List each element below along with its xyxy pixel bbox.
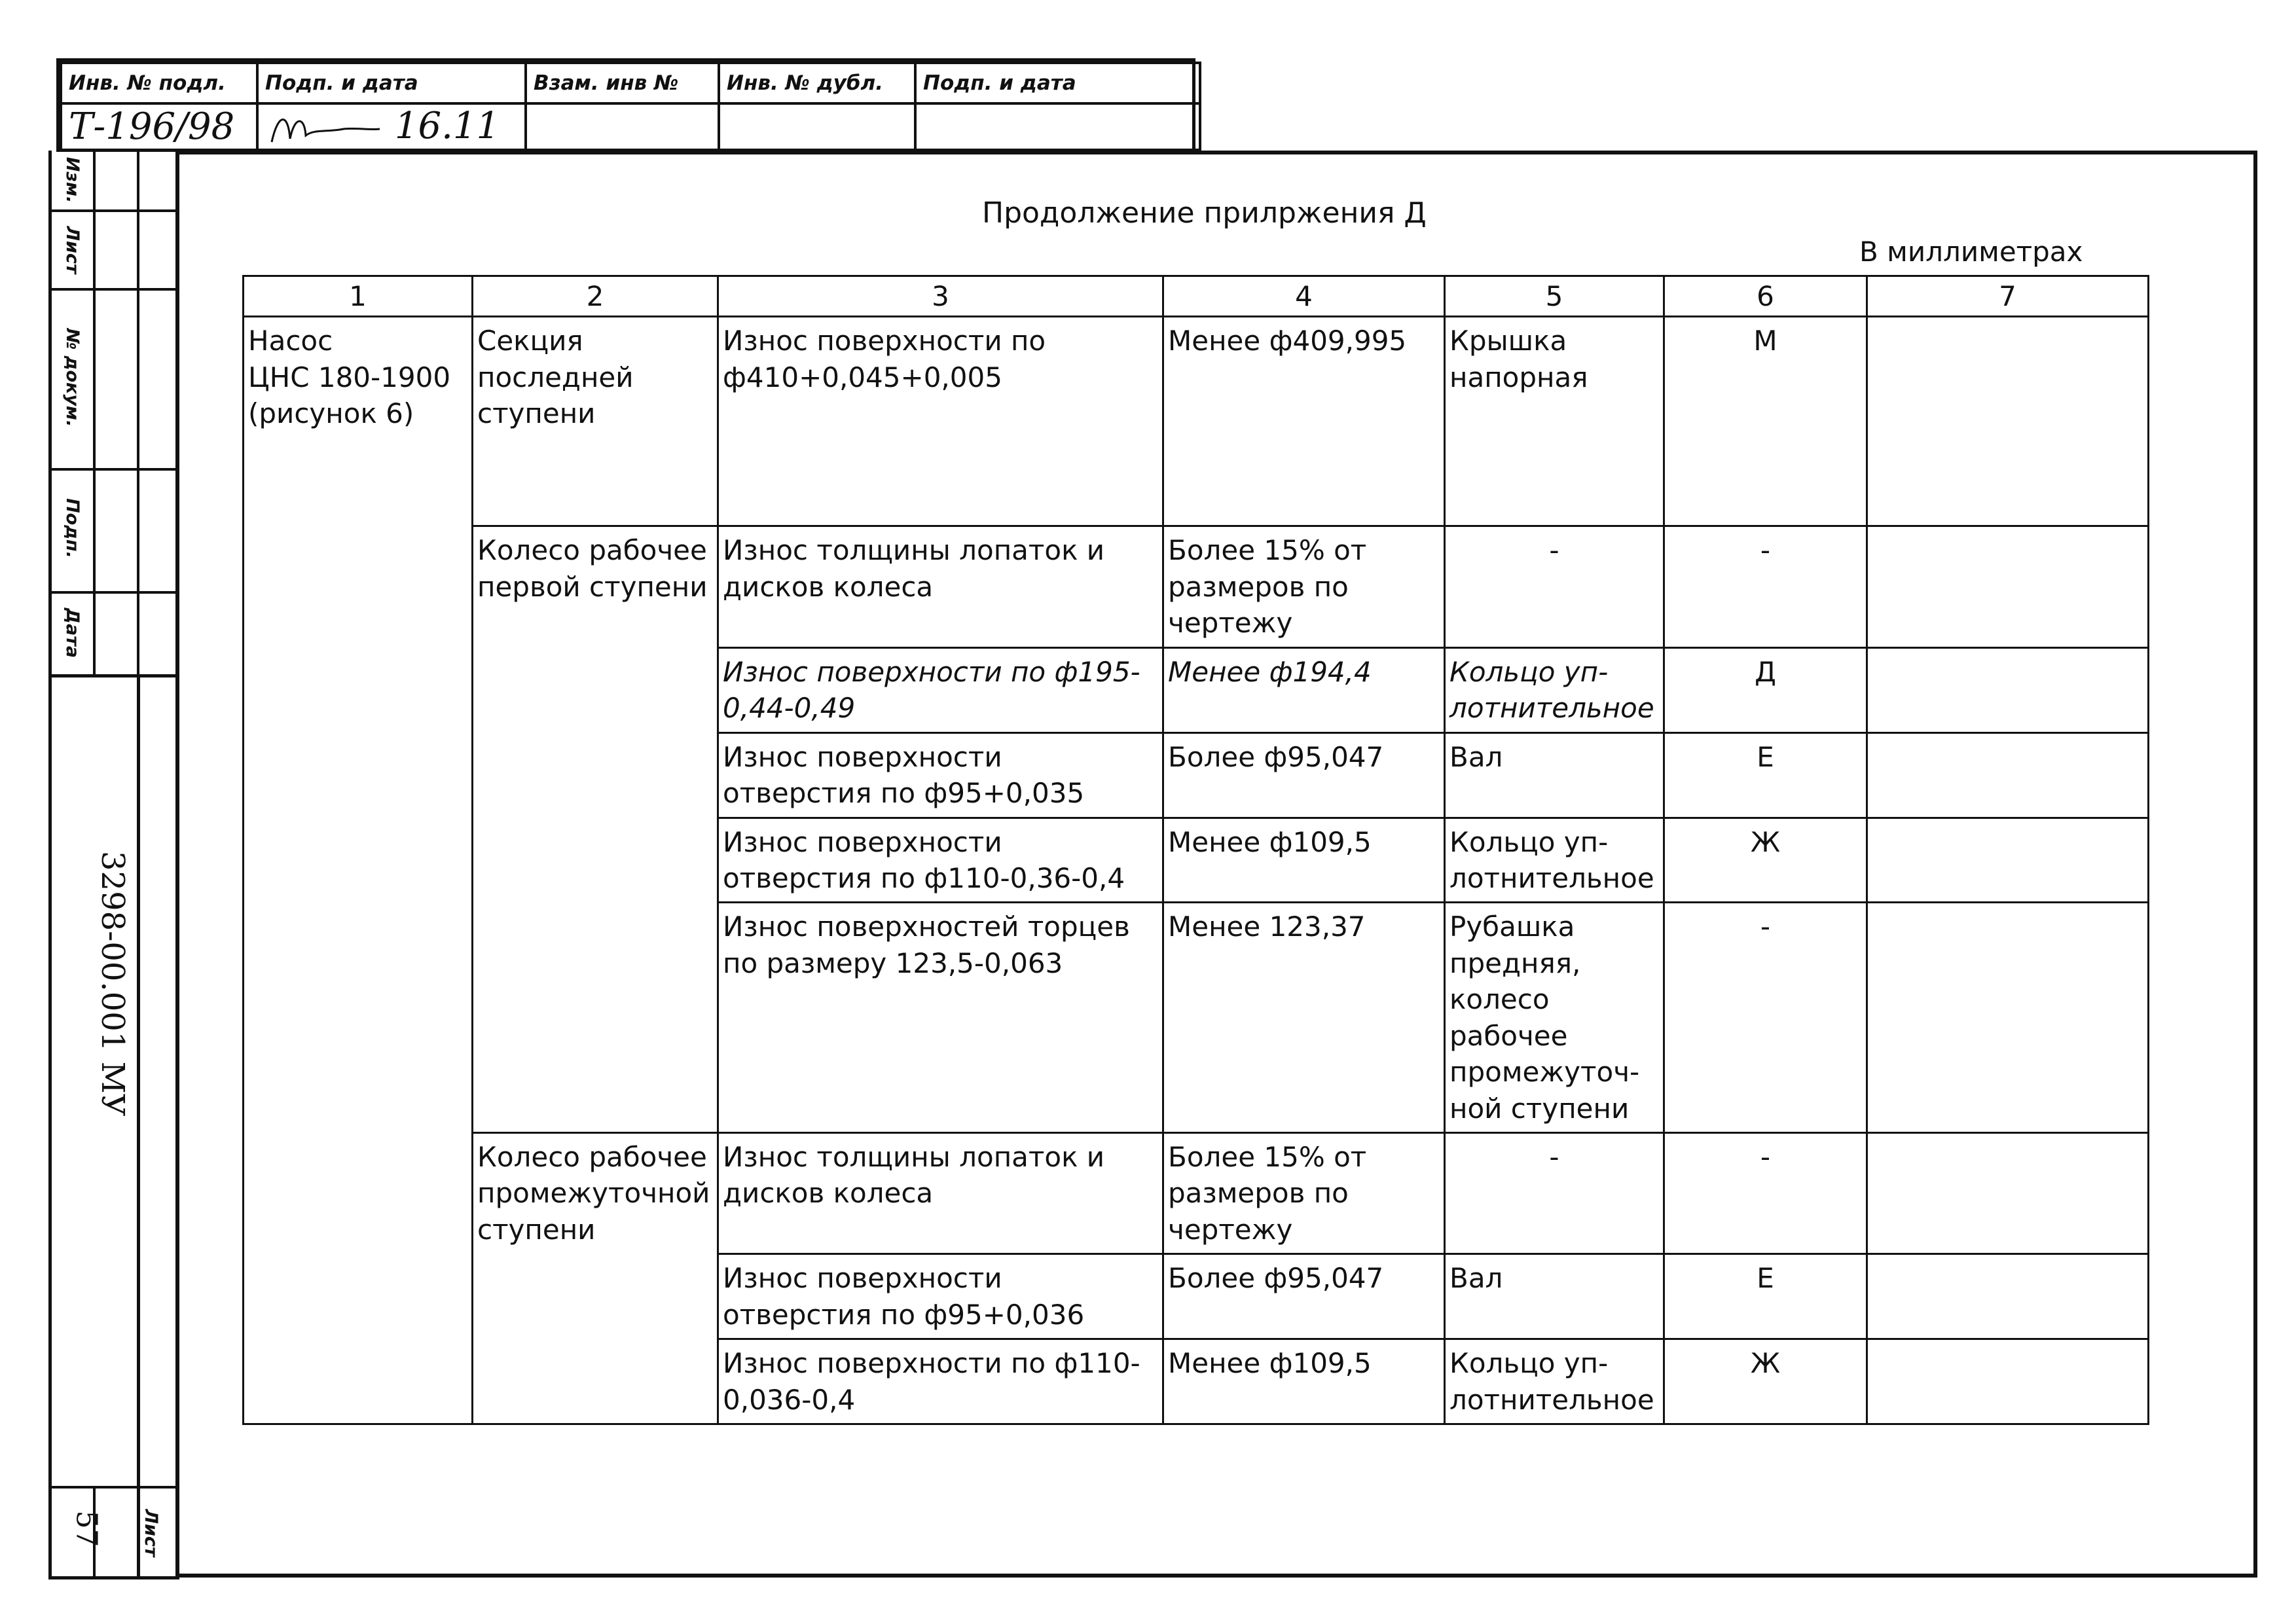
code-cell: Ж xyxy=(1664,818,1867,903)
note-cell xyxy=(1867,1133,2149,1254)
table-row xyxy=(244,317,2149,526)
handwritten-signature xyxy=(265,109,383,149)
note-cell xyxy=(1867,732,2149,818)
code-cell: - xyxy=(1664,903,1867,1133)
mate-cell: Кольцо уп-лотнительное xyxy=(1445,1339,1664,1424)
note-cell xyxy=(1867,818,2149,903)
column-number-row xyxy=(244,276,2149,317)
limit-cell: Менее ф409,995 xyxy=(1163,317,1445,526)
note-cell xyxy=(1867,1254,2149,1339)
strip-label-list: Лист xyxy=(62,226,82,274)
col-number-2: 2 xyxy=(473,276,718,317)
defect-cell: Износ поверхности отверстия по ф95+0,035 xyxy=(718,732,1163,818)
limit-cell: Менее ф109,5 xyxy=(1163,818,1445,903)
col-number-1: 1 xyxy=(244,276,473,317)
defect-cell: Износ поверхности отверстия по ф110-0,36-0,4 xyxy=(718,818,1163,903)
defect-cell: Износ поверхности отверстия по ф95+0,036 xyxy=(718,1254,1163,1339)
mate-cell: Кольцо уп-лотнительное xyxy=(1445,647,1664,732)
stamp-signature-date xyxy=(257,103,526,150)
limit-cell: Более ф95,047 xyxy=(1163,1254,1445,1339)
mate-cell: Рубашка предняя, колесо рабочее промежуточ-ной ступени xyxy=(1445,903,1664,1133)
note-cell xyxy=(1867,1339,2149,1424)
limit-cell: Более 15% от размеров по чертежу xyxy=(1163,526,1445,647)
code-cell: - xyxy=(1664,1133,1867,1254)
pump-cell xyxy=(244,317,473,1424)
code-cell: Ж xyxy=(1664,1339,1867,1424)
stamp-header-sign-date: Подп. и дата xyxy=(257,63,526,103)
strip-label-doc: № докум. xyxy=(62,328,82,427)
mate-cell: Кольцо уп-лотнительное xyxy=(1445,818,1664,903)
mate-cell: Вал xyxy=(1445,1254,1664,1339)
pump-label: Насос xyxy=(248,325,333,357)
note-cell xyxy=(1867,903,2149,1133)
mate-cell: Вал xyxy=(1445,732,1664,818)
defect-cell: Износ поверхности по ф410+0,045+0,005 xyxy=(718,317,1163,526)
stamp-date: 16.11 xyxy=(394,105,500,147)
limit-cell: Менее 123,37 xyxy=(1163,903,1445,1133)
strip-label-izm: Изм. xyxy=(62,156,82,204)
page-number: 57 xyxy=(69,1510,103,1547)
table-caption: Продолжение прилржения Д xyxy=(982,196,1427,230)
approval-stamp xyxy=(56,58,1195,152)
col-number-6: 6 xyxy=(1664,276,1867,317)
defect-cell: Износ толщины лопаток и дисков колеса xyxy=(718,526,1163,647)
defects-table xyxy=(242,275,2149,1425)
stamp-replace-value xyxy=(526,103,719,150)
document-code: 3298-00.001 МУ xyxy=(94,851,131,1117)
stamp-header-replace-inv: Взам. инв № xyxy=(526,63,719,103)
units-note: В миллиметрах xyxy=(1859,236,2083,268)
limit-cell: Менее ф194,4 xyxy=(1163,647,1445,732)
defect-cell: Износ поверхности по ф195-0,44-0,49 xyxy=(718,647,1163,732)
part-cell: Колесо рабочее промежуточной ступени xyxy=(473,1133,718,1424)
sheet-label: Лист xyxy=(141,1509,161,1557)
pump-figure-ref: (рисунок 6) xyxy=(248,397,414,430)
defect-cell: Износ поверхностей торцев по размеру 123,5-0,063 xyxy=(718,903,1163,1133)
part-cell: Колесо рабочее первой ступени xyxy=(473,526,718,1133)
note-cell xyxy=(1867,526,2149,647)
col-number-5: 5 xyxy=(1445,276,1664,317)
defect-cell: Износ толщины лопаток и дисков колеса xyxy=(718,1133,1163,1254)
table-row xyxy=(244,1133,2149,1254)
table-row xyxy=(244,526,2149,647)
stamp-header-sign-date-2: Подп. и дата xyxy=(915,63,1200,103)
pump-model: ЦНС 180-1900 xyxy=(248,361,451,393)
code-cell: Е xyxy=(1664,1254,1867,1339)
stamp-inv-number: Т-196/98 xyxy=(61,103,257,150)
stamp-sign-value xyxy=(915,103,1200,150)
stamp-dup-value xyxy=(719,103,915,150)
code-cell: Е xyxy=(1664,732,1867,818)
limit-cell: Более ф95,047 xyxy=(1163,732,1445,818)
code-cell: М xyxy=(1664,317,1867,526)
limit-cell: Более 15% от размеров по чертежу xyxy=(1163,1133,1445,1254)
col-number-3: 3 xyxy=(718,276,1163,317)
stamp-header-inv-orig: Инв. № подл. xyxy=(61,63,257,103)
stamp-header-inv-dup: Инв. № дубл. xyxy=(719,63,915,103)
code-cell: Д xyxy=(1664,647,1867,732)
defect-cell: Износ поверхности по ф110-0,036-0,4 xyxy=(718,1339,1163,1424)
mate-cell: - xyxy=(1445,1133,1664,1254)
code-cell: - xyxy=(1664,526,1867,647)
note-cell xyxy=(1867,317,2149,526)
mate-cell: - xyxy=(1445,526,1664,647)
col-number-4: 4 xyxy=(1163,276,1445,317)
mate-cell: Крышка напорная xyxy=(1445,317,1664,526)
strip-label-date: Дата xyxy=(62,607,82,659)
part-cell: Секция последней ступени xyxy=(473,317,718,526)
col-number-7: 7 xyxy=(1867,276,2149,317)
strip-label-sign: Подп. xyxy=(62,498,82,558)
limit-cell: Менее ф109,5 xyxy=(1163,1339,1445,1424)
note-cell xyxy=(1867,647,2149,732)
